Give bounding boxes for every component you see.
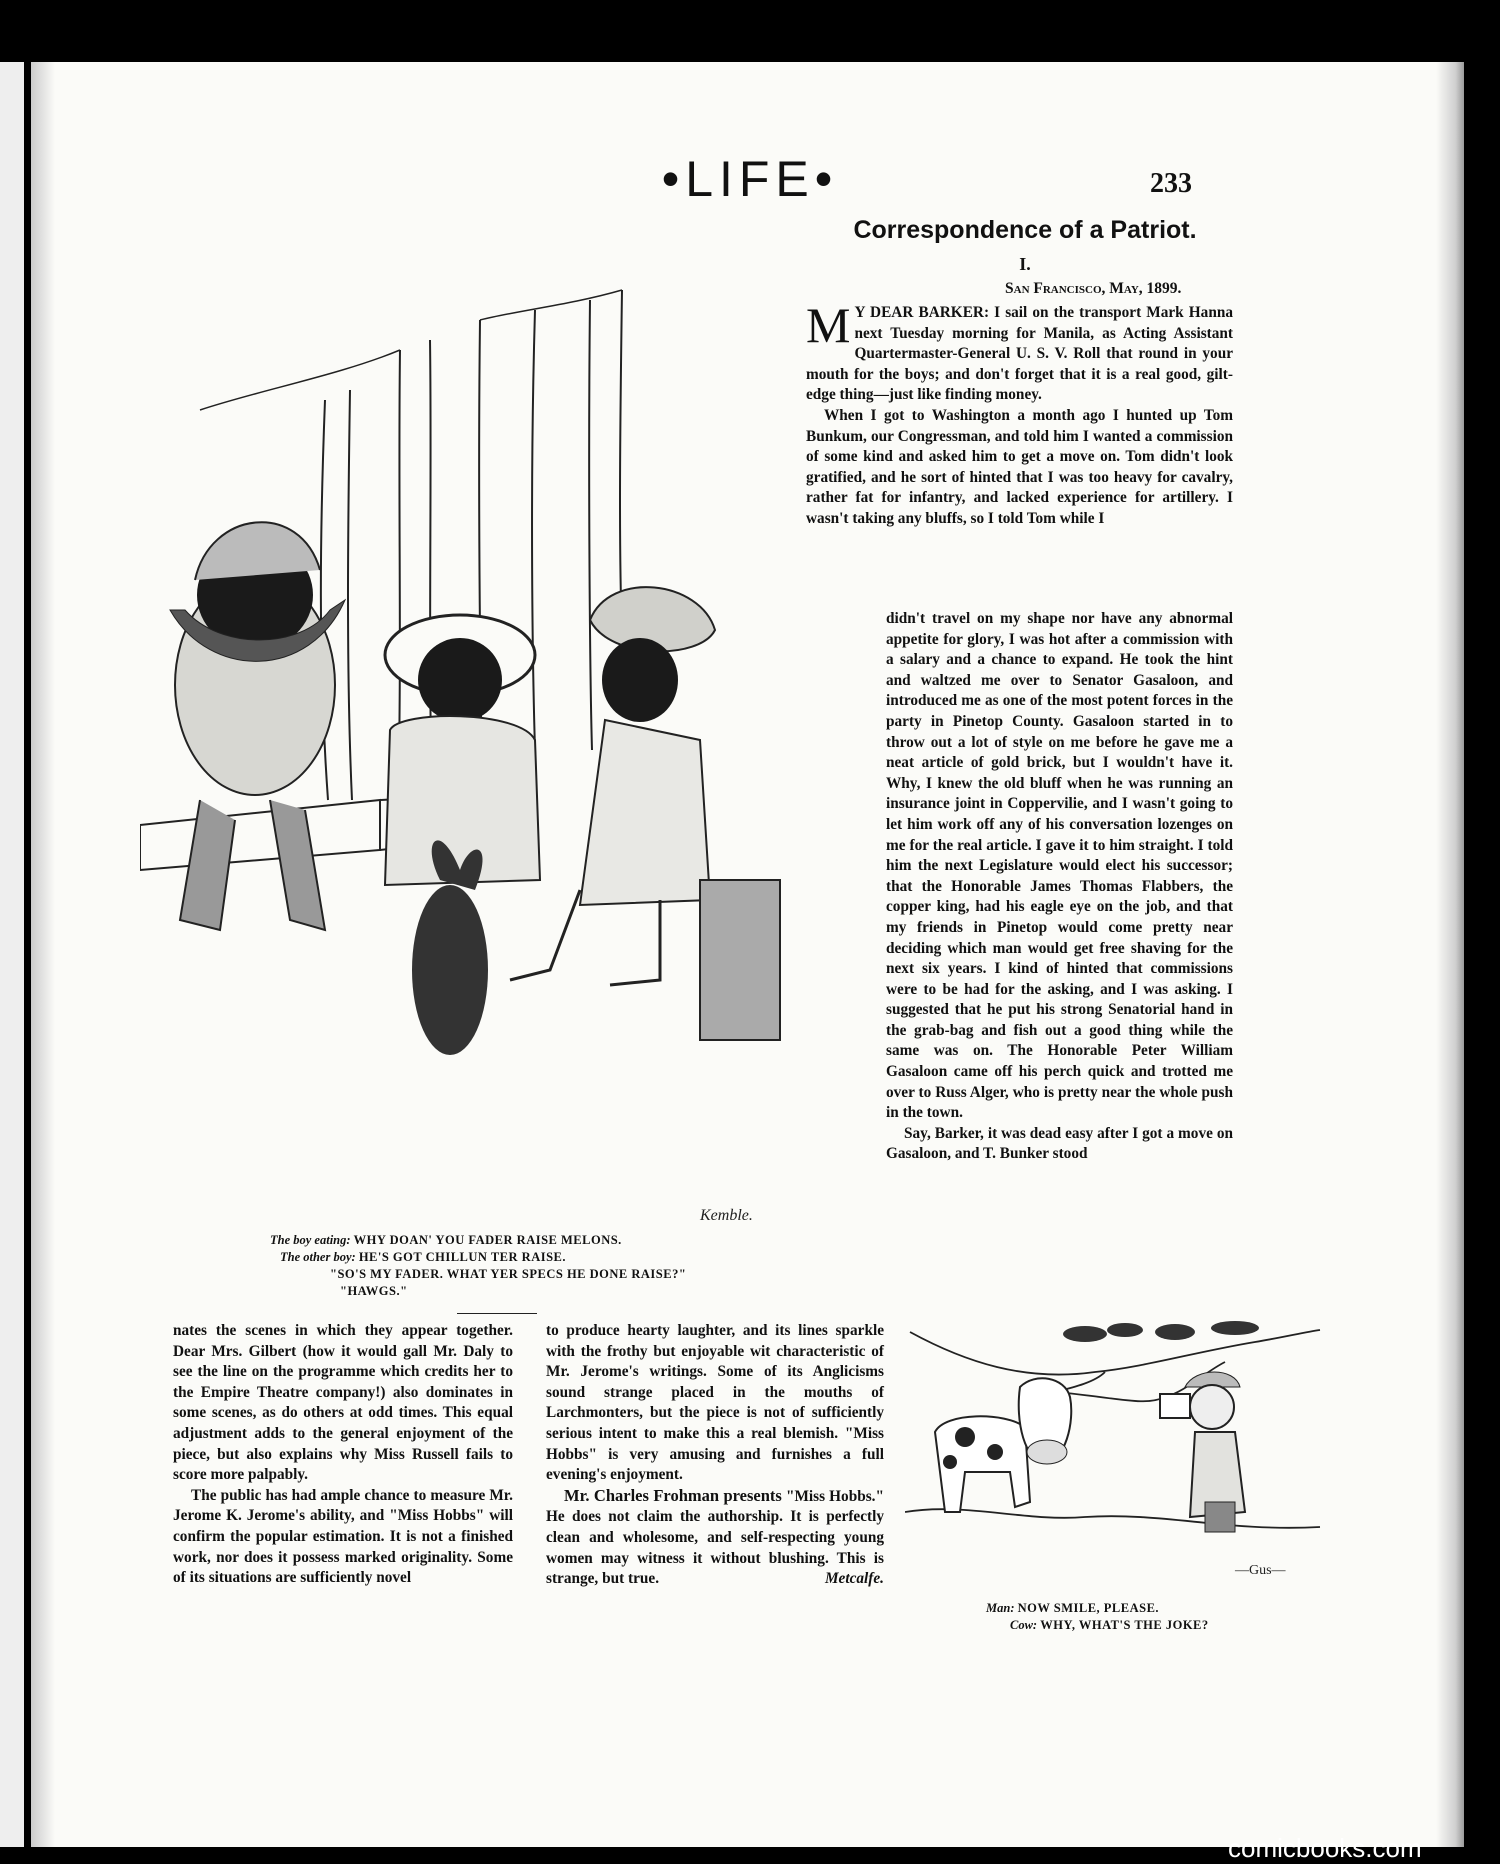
article-dateline: San Francisco, May, 1899. bbox=[1005, 280, 1182, 297]
masthead: •LIFE• bbox=[661, 151, 839, 207]
article-section-number: I. bbox=[1019, 254, 1031, 274]
caption-line: "SO'S MY FADER. WHAT YER SPECS HE DONE RAISE?" bbox=[330, 1267, 687, 1281]
tree-row bbox=[1063, 1321, 1259, 1342]
drop-cap: M bbox=[806, 297, 851, 353]
children-eating-melon-illustration bbox=[140, 280, 830, 1230]
caption-line: NOW SMILE, PLEASE. bbox=[1017, 1601, 1160, 1615]
cartoon-caption bbox=[270, 1232, 686, 1300]
paragraph: Say, Barker, it was dead easy after I got a move on Gasaloon, and T. Bunker stood bbox=[886, 1124, 1233, 1163]
article-title: Correspondence of a Patriot. bbox=[853, 216, 1197, 244]
paragraph: The public has had ample chance to measure Mr. Jerome K. Jerome's ability, and "Miss Hobbs" will confirm the popular estimation. It is not a finished work, nor does it possess marked originality. Some of its situations are sufficiently novel bbox=[173, 1486, 513, 1587]
site-watermark: comicbooks.com bbox=[1228, 1833, 1422, 1863]
caption-line: HE'S GOT CHILLUN TER RAISE. bbox=[358, 1250, 567, 1264]
boy-eating-figure bbox=[170, 522, 345, 930]
paragraph-lead: Mr. Charles Frohman presents bbox=[564, 1485, 782, 1505]
review-column-1 bbox=[173, 1321, 513, 1589]
paragraph: "Miss Hobbs." He does not claim the authorship. It is perfectly clean and wholesome, and self-respecting young women may witness it without blushing. This is strange, but true. bbox=[546, 1487, 884, 1588]
facing-page-edge bbox=[0, 62, 24, 1847]
divider bbox=[457, 1313, 537, 1314]
page-spine-shadow bbox=[31, 62, 55, 1847]
cow-figure bbox=[935, 1378, 1071, 1512]
page-edge-shadow bbox=[1436, 62, 1464, 1847]
paragraph: When I got to Washington a month ago I hunted up Tom Bunkum, our Congressman, and told him I wanted a commission of some kind and asked him to get a move on. Tom didn't look gratified, and he sort of hinted that I was too heavy for cavalry, rather fat for infantry, and lacked experience for artillery. I wasn't taking any bluffs, so I told Tom while I bbox=[806, 406, 1233, 527]
caption-speaker: The boy eating: bbox=[270, 1233, 351, 1247]
paragraph: didn't travel on my shape nor have any abnormal appetite for glory, I was hot after a commission with a salary and a chance to expand. He took the hint and waltzed me over to Senator Gasaloon, and introduced me as one of the most potent forces in the party in Pinetop County. Gasaloon started in to throw out a lot of style on me before he gave me a neat article of gold brick, but I wouldn't have it. Why, I knew the old bluff when he was running an insurance joint in Coppervilie, and I wasn't going to let him work off any of his conversation lozenges on me for the real article. I gave it to him straight. I told him the next Legislature would elect his successor; that the Honorable James Thomas Flabbers, the copper king, had his eagle eye on the job, and that my friends in Pinetop would come pretty near deciding which man would get free shaving for the next six years. I kind of hinted that commissions were to be had for the asking, and I was asking. I suggested that he put his strong Senatorial hand in the grab-bag and fish out a good thing while the same was on. The Honorable Peter William Gasaloon came off his perch quick and trotted me over to Russ Alger, who is pretty near the whole push in the town. bbox=[886, 610, 1233, 1122]
page-number: 233 bbox=[1150, 168, 1192, 199]
caption-line: WHY DOAN' YOU FADER RAISE MELONS. bbox=[353, 1233, 622, 1247]
paragraph: Y DEAR BARKER: I sail on the transport Mark Hanna next Tuesday morning for Manila, as Acting Assistant Quartermaster-General U. S. V. Roll that round in your mouth for the boys; and don't forget that it is a real good, gilt-edge thing—just like finding money. bbox=[806, 304, 1233, 404]
girl-figure bbox=[385, 615, 540, 885]
cartoon-caption bbox=[986, 1600, 1209, 1634]
caption-line: WHY, WHAT'S THE JOKE? bbox=[1040, 1618, 1209, 1632]
caption-speaker: Cow: bbox=[1010, 1618, 1038, 1632]
caption-speaker: Man: bbox=[986, 1601, 1015, 1615]
illustrator-signature: —Gus— bbox=[1235, 1563, 1286, 1578]
article-column-top bbox=[806, 297, 1233, 530]
illustrator-signature: Kemble. bbox=[700, 1207, 753, 1224]
cow-photographer-illustration bbox=[905, 1312, 1325, 1597]
paragraph: nates the scenes in which they appear together. Dear Mrs. Gilbert (how it would gall Mr. Daly to see the line on the programme which credits her to the Empire Theatre company!) also dominates in some scenes, as do others at odd times. This equal adjustment adds to the general enjoyment of the piece, but also explains why Miss Russell fails to score more palpably. bbox=[173, 1322, 513, 1484]
review-column-2 bbox=[546, 1321, 884, 1590]
caption-line: "HAWGS." bbox=[340, 1284, 408, 1298]
boy-sitting-figure bbox=[510, 587, 780, 1040]
review-signature: Metcalfe. bbox=[824, 1570, 884, 1588]
caption-speaker: The other boy: bbox=[280, 1250, 356, 1264]
article-column-narrow bbox=[886, 609, 1233, 1165]
photographer-figure bbox=[1160, 1372, 1245, 1532]
paragraph: to produce hearty laughter, and its lines sparkle with the frothy but enjoyable wit characteristic of Mr. Jerome's writings. Some of its Anglicisms sound strange placed in the mouths of Larchmonters, but the piece is not of sufficiently serious intent to make this a real blemish. "Miss Hobbs" is very amusing and furnishes a full evening's enjoyment. bbox=[546, 1322, 884, 1484]
